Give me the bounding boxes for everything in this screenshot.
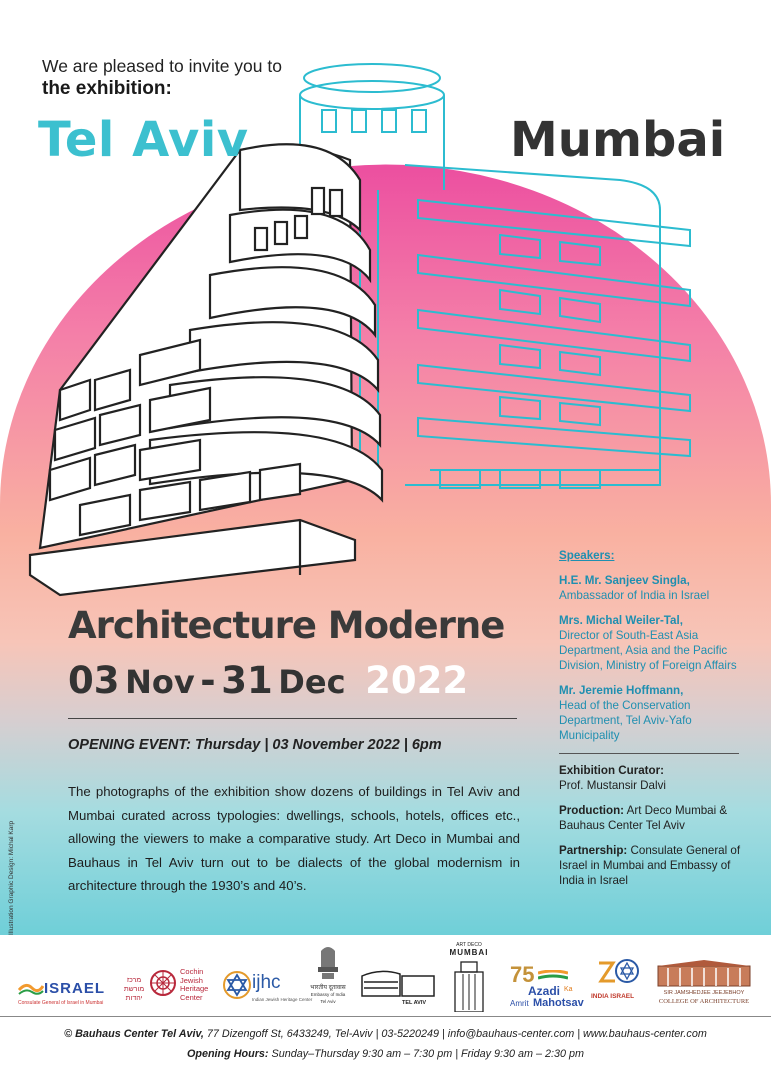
partnership-value: Consulate General of Israel in Mumbai and Embassy of India in Israel bbox=[559, 844, 741, 887]
opening-event: OPENING EVENT: Thursday | 03 November 2022 | 6pm bbox=[68, 737, 442, 753]
speaker-name: H.E. Mr. Sanjeev Singla, bbox=[559, 574, 690, 587]
azadi-line2: Amrit bbox=[510, 999, 529, 1008]
ijhc-text: ijhc bbox=[252, 972, 281, 993]
footer-org: © Bauhaus Center Tel Aviv, bbox=[64, 1028, 204, 1040]
partnership bbox=[559, 843, 749, 888]
israel-logo-sub: Consulate General of Israel in Mumbai bbox=[18, 1000, 104, 1006]
date-day-start: 03 bbox=[68, 659, 120, 702]
speaker-item bbox=[559, 573, 749, 603]
info-column bbox=[559, 548, 749, 898]
date-year: 2022 bbox=[365, 659, 469, 702]
college-logo bbox=[652, 960, 756, 1012]
production bbox=[559, 803, 749, 833]
title-mumbai: Mumbai bbox=[510, 112, 726, 168]
india-israel-text: INDIA ISRAEL bbox=[591, 993, 635, 1000]
footer-address: 77 Dizengoff St, 6433249, Tel-Aviv | 03-5220249 | info@bauhaus-center.com | www.bauhaus-center.com bbox=[206, 1028, 707, 1040]
telaviv-logo-text: TEL AVIV bbox=[402, 1000, 427, 1006]
invite-line: We are pleased to invite you to bbox=[42, 56, 282, 76]
info-divider bbox=[559, 753, 739, 754]
divider bbox=[68, 718, 517, 719]
rosette-icon bbox=[148, 968, 178, 998]
telaviv-building bbox=[30, 144, 382, 595]
emblem-icon bbox=[313, 945, 343, 981]
invite-exhibition: the exhibition: bbox=[42, 78, 172, 99]
ijhc-sub: Indian Jewish Heritage Center bbox=[252, 997, 313, 1002]
embassy-line1: भारतीय दूतावास bbox=[310, 985, 346, 991]
speaker-role: Director of South-East Asia Department, Asia and the Pacific Division, Ministry of Foreign Affairs bbox=[559, 629, 737, 672]
cochin-line2: Jewish bbox=[180, 975, 203, 985]
cochin-logo bbox=[120, 964, 210, 1014]
hebrew-mark: מרכז מורשת יהדות bbox=[123, 977, 145, 1002]
embassy-logo bbox=[303, 945, 353, 1015]
college-building-icon bbox=[654, 960, 754, 988]
cochin-logo-text bbox=[180, 968, 208, 1002]
art-deco-tower-icon bbox=[449, 960, 489, 1012]
cochin-line1: Cochin bbox=[180, 967, 204, 976]
speaker-role: Ambassador of India in Israel bbox=[559, 589, 710, 602]
ijhc-logo bbox=[222, 970, 313, 1010]
speakers-heading: Speakers: bbox=[559, 549, 615, 562]
curator-label: Exhibition Curator: bbox=[559, 764, 664, 777]
azadi-line3: Mahotsav bbox=[533, 997, 584, 1009]
azadi-75: 75 bbox=[510, 962, 535, 987]
india-israel-emblem-icon bbox=[591, 955, 641, 991]
date-day-end: 31 bbox=[221, 659, 273, 702]
design-credit: Illustration Graphic Design: Michal Karp bbox=[8, 820, 15, 935]
bauhaus-telaviv-logo bbox=[360, 968, 436, 1010]
speaker-name: Mrs. Michal Weiler-Tal, bbox=[559, 614, 683, 627]
title-tel-aviv: Tel Aviv bbox=[38, 112, 249, 168]
speaker-role: Head of the Conservation Department, Tel Aviv-Yafo Municipality bbox=[559, 699, 692, 742]
college-line1: SIR JAMSHEDJEE JEEJEBHOY bbox=[663, 990, 745, 996]
curator-value: Prof. Mustansir Dalvi bbox=[559, 779, 666, 792]
azadi-ka: Ka bbox=[564, 986, 573, 993]
artdeco-line1: ART DECO bbox=[456, 942, 482, 948]
speaker-item bbox=[559, 683, 749, 743]
azadi-logo bbox=[510, 962, 584, 1012]
cochin-line3: Heritage bbox=[180, 984, 209, 993]
artdeco-mumbai-logo bbox=[440, 942, 498, 1014]
israel-logo-text: ISRAEL bbox=[44, 980, 106, 997]
india-israel-logo bbox=[591, 955, 643, 1010]
date-month-end: Dec bbox=[278, 663, 346, 701]
azadi-line1: Azadi bbox=[528, 984, 561, 998]
speaker-name: Mr. Jeremie Hoffmann, bbox=[559, 684, 684, 697]
footer-hours-value: Sunday–Thursday 9:30 am – 7:30 pm | Friday 9:30 am – 2:30 pm bbox=[271, 1048, 585, 1060]
tricolor-icon bbox=[538, 970, 568, 980]
college-line2: COLLEGE OF ARCHITECTURE bbox=[658, 998, 750, 1005]
footer-hours bbox=[0, 1048, 771, 1060]
exhibition-name: Architecture Moderne bbox=[68, 604, 505, 647]
production-value: Art Deco Mumbai & Bauhaus Center Tel Aviv bbox=[559, 804, 728, 832]
flag-wave-icon bbox=[18, 982, 44, 996]
cochin-line4: Center bbox=[180, 992, 203, 1002]
embassy-line2: Embassy of India bbox=[310, 992, 346, 997]
partner-logos bbox=[0, 940, 771, 1015]
date-separator: - bbox=[200, 659, 216, 702]
production-label: Production: bbox=[559, 804, 625, 817]
footer-contact bbox=[0, 1028, 771, 1040]
speaker-item bbox=[559, 613, 749, 673]
footer-hours-label: Opening Hours: bbox=[186, 1048, 269, 1060]
footer-divider bbox=[0, 1016, 771, 1017]
embassy-line3: Tel Aviv bbox=[320, 999, 336, 1004]
curator bbox=[559, 763, 749, 793]
date-month-start: Nov bbox=[125, 663, 195, 701]
building-icon bbox=[360, 968, 436, 998]
star-of-david-icon bbox=[222, 970, 252, 1000]
exhibition-dates bbox=[68, 659, 468, 702]
partnership-label: Partnership: bbox=[559, 844, 628, 857]
artdeco-line2: MUMBAI bbox=[449, 948, 489, 957]
description: The photographs of the exhibition show dozens of buildings in Tel Aviv and Mumbai curated across typologies: dwellings, schools, hotels, offices etc., allowing the viewers to make a comparative study. Art Deco in Mumbai and Bauhaus in Tel Aviv turn out to be dialects of the global modernism in architecture through the 1930’s and 40’s. bbox=[68, 784, 520, 893]
